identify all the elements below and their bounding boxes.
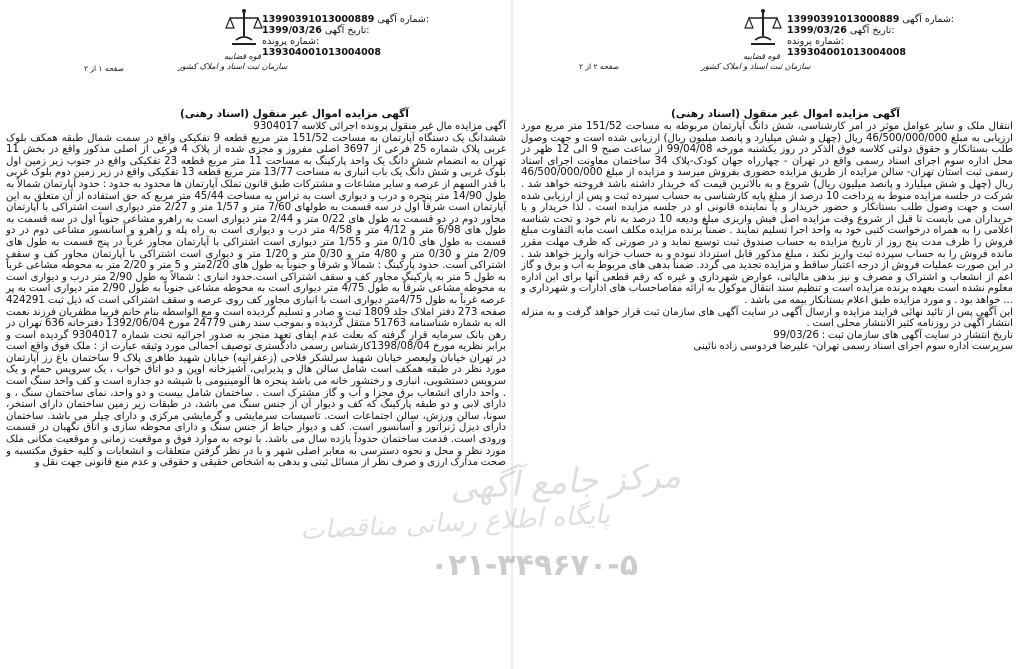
watermark-title: مرکز جامع آگهی: [449, 455, 682, 509]
meta-label: شماره پرونده:: [262, 36, 320, 47]
notice-body: [521, 121, 1013, 353]
page-number: صفحه ۲ از ۲: [579, 62, 619, 71]
body-paragraph: ششدانگ یک دستگاه آپارتمان به مساحت 151/52 متر مربع قطعه 9 تفکیکی واقع در سمت شمال طبقه همکف بلوک غربی پلاک شماره 25 فرعی از 3697 اصلی مفروز و مجزی شده از پلاک 4 فرعی از اصلی مذکور واقع در بخش 11 تهران به انضمام شش دانگ یک واحد پارکینگ به مساحت 11 متر مربع قطعه 23 تفکیکی واقع در جنوب زیر زمین اول بلوک غربی و شش دانگ یک باب انباری به مساحت 13/77 متر مربع قطعه 13 تفکیکی واقع در زیر زمین دوم بلوک غربی با قدر السهم از عرصه و سایر مشاعات و مشترکات طبق قانون تملک آپارتمان ها محدود به حدود : حدود آپارتمان شمالاً به طول 14/90 متر پنجره و درب و دیواری است به تراس به مساحت 45/44 متر مربع که حق استفاده از آن متعلق به این آپارتمان است شرقاً اول در سه قسمت به طولهای 7/60 متر و 1/57 متر و 2/27 متر دیواری است اشتراکی با آپارتمان مجاور دوم در دو قسمت به طول های 0/22 متر و 2/44 متر دیواری است به راهرو مشاعی جنوباً اول در سه قسمت به طول های 6/98 متر و 4/12 متر و 4/58 متر درب و دیواری است به راه پله و راهرو و آسانسور مشاعی دوم در دو قسمت به طول های 0/10 متر و 1/55 متر دیواری است اشتراکی با آپارتمان مجاور غرباً در پنج قسمت به طول های 2/09 متر و 0/30 متر و 4/80 متر و 0/30 متر و 1/20 متر و دیواری است اشتراکی با آپارتمان مجاور کف و سقف اشتراکی است. حدود پارکینگ : شمالاً و شرقاً و جنوباً به طول های 2/20متر و 5 متر و 2/20 متر به محوطه مشاعی غرباً به طول 5 متر به پارکینگ مجاور کف و سقف اشتراکی است.حدود انباری : شمالاً به طول 2/90 متر درب و دیواری است به محوطه مشاعی شرقاً به طول 4/75 متر دیواری است به محوطه مشاعی جنوباً به طول 2/90 متر دیواری است به پر عرصه غرباً به طول 4/75متر دیواری است با انباری مجاور کف روی عرصه و سقف اشتراکی است که ذیل ثبت 424291 صفحه 273 دفتر املاک جلد 1809 ثبت و صادر و تسلیم گردیده است و مع الواسطه بنام خانم فریبا مظفریان فرزند نعمت اله به شماره شناسنامه 51763 منتقل گردیده و بموجب سند رهنی 24779 مورخ 1392/06/04 دفترخانه 636 تهران در رهن بانک سرمایه قرار گرفته که بعلت عدم ایفای تعهد منجر به صدور اجرائیه تحت شماره 9304017 گردیده است و برابر نظریه مورخ 1398/08/04کارشناس رسمی دادگستری توصیف اجمالی مورد وثیقه عبارت از : ملک فوق واقع است در تهران خیابان ولیعصر خیابان شهید سرلشکر فلاحی (زعفرانیه) خیابان شهید طاهری پلاک 9 ساختمان باغ رز آپارتمان مورد نظر در طبقه همکف است شامل سالن هال و پذیرایی، آشپزخانه اوپن و دو اتاق خواب ، یک سرویس حمام و یک سرویس دستشویی، انباری و رختشور خانه می باشد پنجره ها آلومینیومی با شیشه دو جداره است و کف واحد سنگ است . واحد دارای انشعاب برق مجزا و آب و گاز مشترک است . ساختمان شامل بیست و دو واحد، نمای ساختمان سنگ ، و دارای لابی و دو طبقه پارکینگ که کف و دیوار آن از جنس سنگ می باشد، در طبقات زیر زمین ساختمان دارای استخر، سونا، سالن ورزش، سالن اجتماعات است. تاسیسات سرمایشی و گرمایشی مرکزی و دارای چیلر می باشد. ساختمان دارای دیزل ژنراتور و آسانسور است. کف و دیوار حیاط از جنس سنگ و دارای محوطه سازی و اتاق نگهبان در قسمت ورودی است. قدمت ساختمان حدوداً یازده سال می باشد. با توجه به موارد فوق و موقعیت زمانی و موقعیت مکانی ملک مورد نظر و محل و نحوه دسترسی به معابر اصلی شهر و با در نظر گرفتن متعلقات و انشعابات و کلیه حقوق مکتسبه و صحت مدارک ارزی و صرف نظر از مسائل ثبتی و بدهی به اشخاص حقیقی و حقوقی و عدم منع قانونی جهت نقل و: [6, 132, 507, 469]
notice-meta: [787, 14, 954, 58]
meta-value: 139304001013004008: [787, 47, 906, 58]
judiciary-emblem-icon: [741, 6, 785, 50]
meta-value: 1399/03/26: [262, 25, 322, 36]
body-paragraph: انتقال ملک و سایر عوامل موثر در امر کارشناسی، شش دانگ آپارتمان مربوطه به مساحت 151/52 متر مربع مورد ارزیابی به مبلغ 46/500/000/000 ریال (چهل و شش میلیارد و پانصد میلیون ریال) ارزیابی شده است و جهت وصول طلب بستانکار و حقوق دولتی کلاسه فوق الذکر در روز یکشنبه مورخه 99/04/08 از ساعت صبح 9 الی 12 ظهر در محل اداره سوم اجرای اسناد رسمی واقع در تهران - چهارراه جهان کودک-پلاک 34 ساختمان معاونت اجرای اسناد رسمی ثبت استان تهران- سالن مزایده از طریق مزایده حضوری بفروش میرسد و مزایده از مبلغ 46/500/000/000 ریال (چهل و شش میلیارد و پانصد میلیون ریال) شروع و به بالاترین قیمت که خریدار داشته باشد فروخته خواهد شد . شرکت در جلسه مزایده منوط به پرداخت 10 درصد از مبلغ پایه کارشناسی به حساب سپرده ثبت و پس از ارزیابی شده است و جهت وصول طلب بستانکار و حضور خریدار و یا نماینده قانونی او در جلسه مزایده است . لذا خریدار و یا خریداران می بایست تا قبل از شروع وقت مزایده اصل فیش واریزی مبلغ ودیعه 10 درصد به نام خود و تحت شناسه اعلامی را به همراه درخواست کتبی خود به واحد اجرا تسلیم نمایند . ضمناً برنده مزایده مکلف است مابه التفاوت مبلغ فروش را ظرف مدت پنج روز از تاریخ مزایده به حساب صندوق ثبت توسیع نماید و در صورتی که ظرف مهلت مقرر مانده فروش را به حساب سپرده ثبت واریز نکند ، مبلغ مذکور قابل استرداد نبوده و به حساب خزانه واریز خواهد شد . در این صورت عملیات فروش از درجه اعتبار ساقط و مزایده تجدید می گردد. ضمناً بدهی های مربوط به آب و برق و گاز اعم از انشعاب و اشتراک و مصرف و نیز بدهی مالیاتی، عوارض شهرداری و غیره که رقم قطعی آنها برای این اداره معلوم نشده است بعهده برنده مزایده است و تنظیم سند انتقال موکول به ارائه مفاصاحساب های ادارات و شهرداری و ... خواهد بود . و مورد مزایده طبق اعلام بستانکار بیمه می باشد .: [521, 121, 1014, 306]
meta-value: 13990391013000889: [262, 14, 375, 25]
page-header: [0, 0, 510, 96]
body-paragraph: تاریخ انتشار در سایت آگهی های سازمان ثبت : 99/03/26: [773, 329, 1013, 341]
meta-label: شماره آگهی:: [902, 14, 954, 25]
judiciary-emblem-icon: [222, 6, 266, 50]
meta-label: شماره آگهی:: [377, 14, 429, 25]
body-paragraph: آگهی مزایده مال غیر منقول پرونده اجرائی کلاسه 9304017: [253, 121, 506, 132]
meta-value: 139304001013004008: [262, 47, 381, 58]
body-paragraph: این آگهی پس از تائید نهائی فرایند مزایده و ارسال آگهی در سایت آگهی های سازمان ثبت قرار خواهد گرفت و به منزله انتشار آگهی در روزنامه کثیر الانتشار محلی است .: [521, 306, 1013, 330]
watermark-phone: ۰۲۱-۳۴۹۶۷۰-۵: [430, 548, 639, 583]
watermark-subtitle: پایگاه اطلاع رسانی مناقصات: [299, 499, 611, 547]
notice-meta: [262, 14, 429, 58]
meta-label: تاریخ آگهی:: [324, 25, 370, 36]
meta-value: 1399/03/26: [787, 25, 847, 36]
emblem-caption: قوه قضاییه: [743, 52, 780, 61]
page-header: [515, 0, 1020, 96]
organization-name: سازمان ثبت اسناد و املاک کشور: [701, 62, 811, 71]
notice-title: آگهی مزایده اموال غیر منقول (اسناد رهنی): [671, 108, 900, 120]
notice-title: آگهی مزایده اموال غیر منقول (اسناد رهنی): [180, 108, 409, 120]
notice-body: [6, 121, 506, 469]
meta-label: تاریخ آگهی:: [849, 25, 895, 36]
page-number: صفحه ۱ از ۲: [84, 64, 124, 73]
meta-label: شماره پرونده:: [787, 36, 845, 47]
meta-value: 13990391013000889: [787, 14, 900, 25]
body-paragraph: سرپرست اداره سوم اجرای اسناد رسمی تهران- علیرضا فردوسی زاده نائینی: [693, 341, 1013, 353]
organization-name: سازمان ثبت اسناد و املاک کشور: [178, 62, 288, 71]
emblem-caption: قوه قضاییه: [224, 52, 261, 61]
